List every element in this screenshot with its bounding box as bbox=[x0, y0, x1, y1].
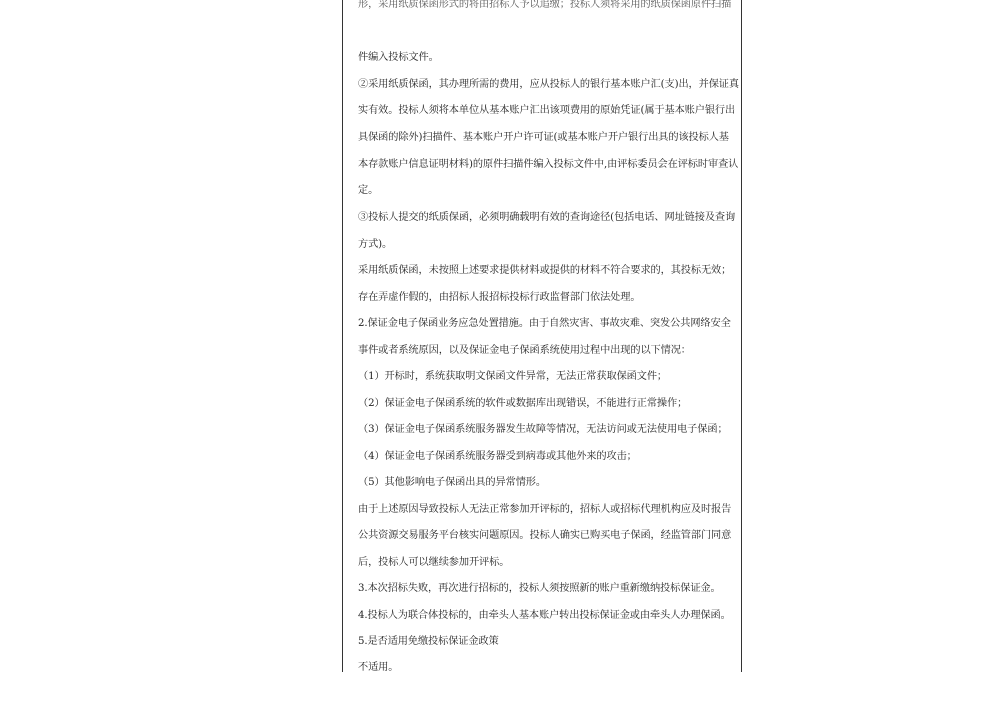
text-line: 5.是否适用免缴投标保证金政策 bbox=[358, 636, 499, 647]
table-border-left bbox=[342, 0, 343, 672]
text-line: ②采用纸质保函，其办理所需的费用，应从投标人的银行基本账户汇(支)出，并保证真 bbox=[358, 79, 739, 90]
text-line: 由于上述原因导致投标人无法正常参加开评标的，招标人或招标代理机构应及时报告 bbox=[358, 504, 732, 515]
table-border-right bbox=[741, 0, 742, 672]
text-line: 后，投标人可以继续参加开评标。 bbox=[358, 557, 510, 568]
text-line: 4.投标人为联合体投标的，由牵头人基本账户转出投标保证金或由牵头人办理保函。 bbox=[358, 610, 731, 621]
text-line: 定。 bbox=[358, 185, 379, 196]
text-line: 形，采用纸质保函形式的将由招标人予以追缴；投标人须将采用的纸质保函原件扫描 bbox=[358, 0, 732, 10]
text-line: 2.保证金电子保函业务应急处置措施。由于自然灾害、事故灾难、突发公共网络安全 bbox=[358, 318, 731, 329]
text-line: （3）保证金电子保函系统服务器发生故障等情况，无法访问或无法使用电子保函； bbox=[358, 424, 728, 435]
text-line: 本存款账户信息证明材料)的原件扫描件编入投标文件中,由评标委员会在评标时审查认 bbox=[358, 159, 739, 170]
text-line: （4）保证金电子保函系统服务器受到病毒或其他外来的攻击； bbox=[358, 451, 637, 462]
text-line: 公共资源交易服务平台核实问题原因。投标人确实已购买电子保函，经监管部门同意 bbox=[358, 530, 732, 541]
text-line: （2）保证金电子保函系统的软件或数据库出现错误，不能进行正常操作； bbox=[358, 398, 688, 409]
text-line: 存在弄虚作假的，由招标人报招标投标行政监督部门依法处理。 bbox=[358, 292, 641, 303]
text-line: （1）开标时，系统获取明文保函文件异常，无法正常获取保函文件； bbox=[358, 371, 668, 382]
text-line: 方式)。 bbox=[358, 239, 393, 250]
text-line: 3.本次招标失败，再次进行招标的，投标人须按照新的账户重新缴纳投标保证金。 bbox=[358, 583, 721, 594]
text-line: 具保函的除外)扫描件、基本账户开户许可证(或基本账户开户银行出具的该投标人基 bbox=[358, 132, 729, 143]
text-line: 件编入投标文件。 bbox=[358, 52, 439, 63]
text-line: 采用纸质保函，未按照上述要求提供材料或提供的材料不符合要求的，其投标无效； bbox=[358, 265, 732, 276]
text-line: 实有效。投标人须将本单位从基本账户汇出该项费用的原始凭证(属于基本账户银行出 bbox=[358, 105, 736, 116]
text-line: （5）其他影响电子保函出具的异常情形。 bbox=[358, 477, 546, 488]
text-line: 事件或者系统原因，以及保证金电子保函系统使用过程中出现的以下情况： bbox=[358, 345, 691, 356]
text-line: 不适用。 bbox=[358, 662, 399, 673]
document-cell bbox=[358, 0, 739, 706]
text-line: ③投标人提交的纸质保函，必须明确载明有效的查询途径(包括电话、网址链接及查询 bbox=[358, 212, 736, 223]
